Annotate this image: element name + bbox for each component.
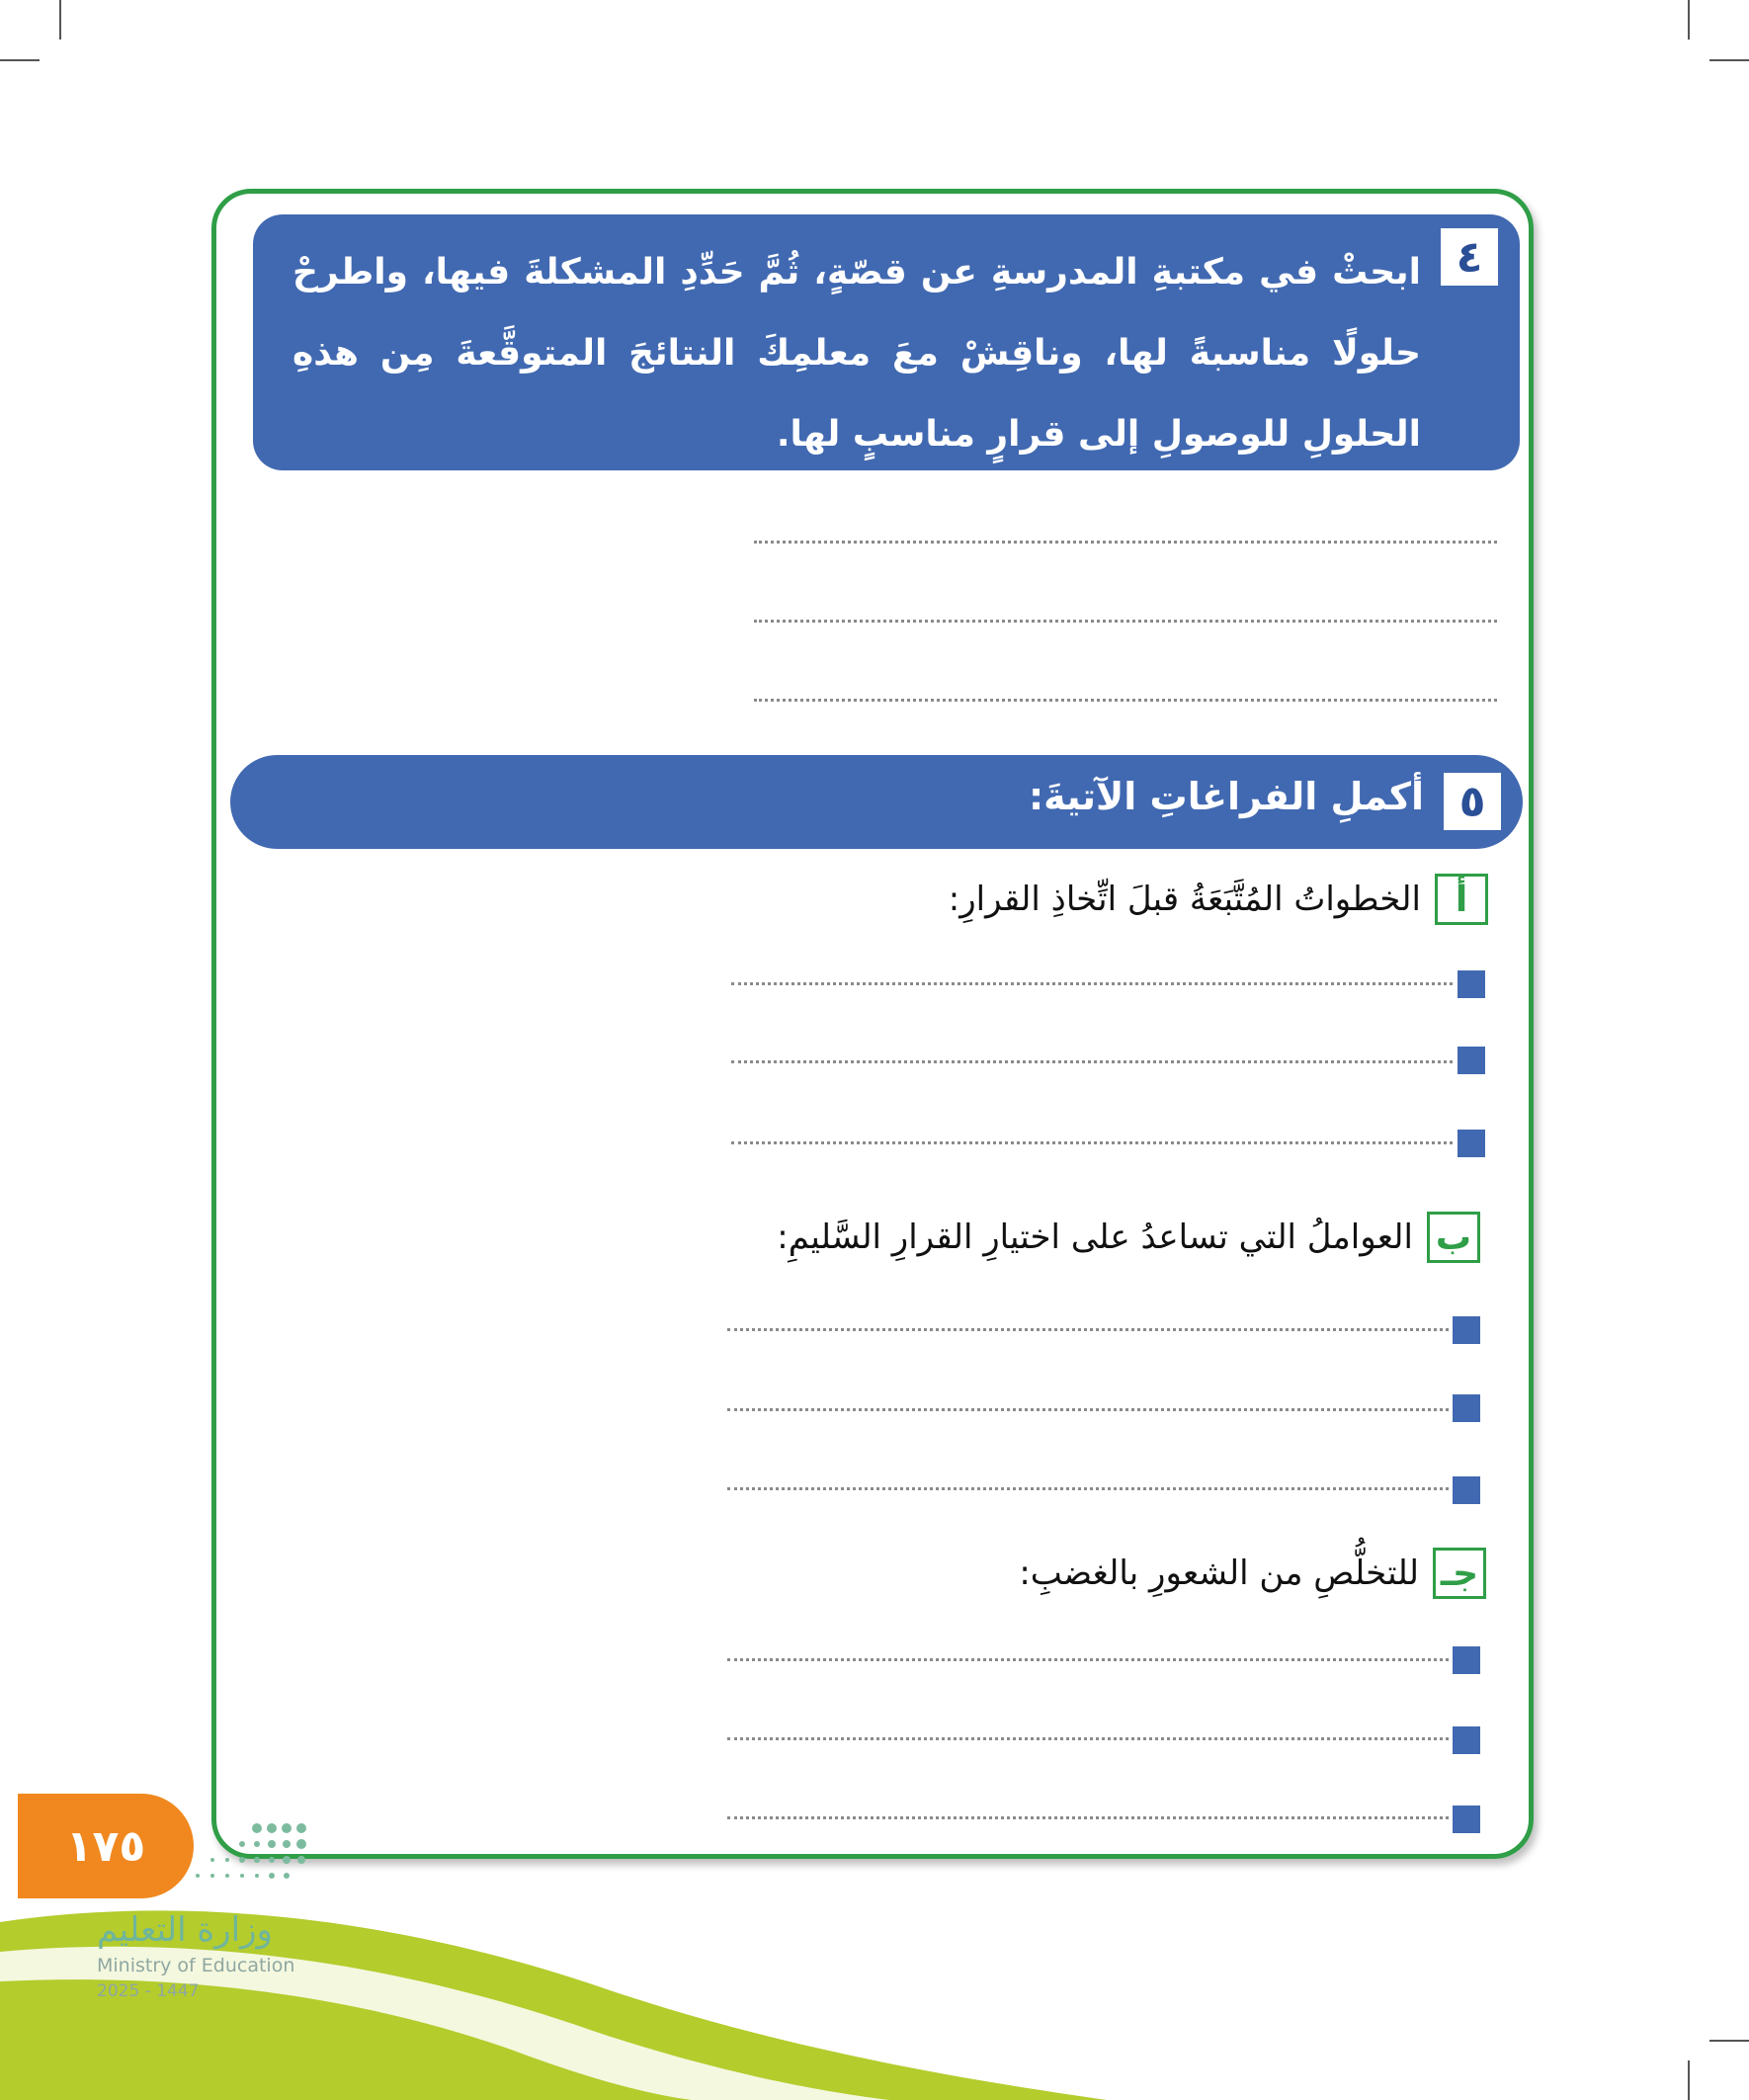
part-b-letter: ب — [1427, 1212, 1480, 1263]
crop-mark — [1688, 0, 1690, 40]
bullet-square — [1453, 1394, 1480, 1422]
ministry-name-english: Ministry of Education — [97, 1955, 295, 1976]
crop-mark — [1688, 2060, 1690, 2100]
answer-line[interactable] — [727, 1408, 1449, 1411]
ministry-name-arabic: وزارة التعليم — [97, 1910, 273, 1950]
question-4-number: ٤ — [1441, 228, 1498, 286]
page-number-badge: ١٧٥ — [18, 1794, 194, 1898]
bullet-square — [1453, 1646, 1480, 1674]
crop-mark — [1709, 2040, 1749, 2042]
part-c-text: للتخلُّصِ من الشعورِ بالغضبِ: — [1019, 1554, 1419, 1593]
answer-line[interactable] — [727, 1487, 1449, 1490]
question-4-text: ابحثْ في مكتبةِ المدرسةِ عن قصّةٍ، ثُمَّ حَدِّدِ المشكلةَ فيها، واطرحْ حلولًا مناسبةً لها، وناقِشْ معَ معلمِكَ النتائجَ المتوقَّعةَ مِن هذهِ الحلولِ للوصولِ إلى قرارٍ مناسبٍ لها. — [292, 252, 1421, 455]
answer-line[interactable] — [754, 620, 1497, 623]
part-a-letter: أ — [1435, 874, 1488, 925]
answer-line[interactable] — [727, 1328, 1449, 1331]
part-a-heading — [949, 874, 1488, 925]
question-5-number: ٥ — [1444, 773, 1501, 830]
answer-line[interactable] — [727, 1658, 1449, 1661]
answer-line[interactable] — [727, 1737, 1449, 1740]
crop-mark — [1709, 59, 1749, 61]
part-b-text: العواملُ التي تساعدُ على اختيارِ القرارِ السَّليمِ: — [777, 1218, 1413, 1257]
bullet-square — [1453, 1726, 1480, 1754]
ministry-logo-icon — [119, 1820, 316, 1899]
bullet-square — [1453, 1476, 1480, 1504]
answer-line[interactable] — [731, 1141, 1453, 1144]
bullet-square — [1453, 1806, 1480, 1833]
answer-line[interactable] — [727, 1816, 1449, 1819]
answer-line[interactable] — [731, 982, 1453, 985]
part-b-heading — [777, 1212, 1480, 1263]
question-5-banner — [230, 755, 1523, 849]
edition-year: 2025 - 1447 — [97, 1981, 200, 2001]
question-4-banner — [253, 214, 1520, 470]
answer-line[interactable] — [731, 1060, 1453, 1063]
crop-mark — [0, 59, 40, 61]
question-5-title: أكملِ الفراغاتِ الآتيةَ: — [1028, 775, 1424, 818]
crop-mark — [59, 0, 61, 40]
answer-line[interactable] — [754, 699, 1497, 702]
bullet-square — [1458, 970, 1485, 998]
bullet-square — [1453, 1316, 1480, 1344]
part-c-heading — [1019, 1548, 1486, 1599]
bullet-square — [1458, 1047, 1485, 1074]
part-c-letter: جـ — [1433, 1548, 1486, 1599]
bullet-square — [1458, 1130, 1485, 1157]
part-a-text: الخطواتُ المُتَّبَعَةُ قبلَ اتِّخاذِ القرارِ: — [948, 880, 1421, 919]
answer-line[interactable] — [754, 541, 1497, 544]
